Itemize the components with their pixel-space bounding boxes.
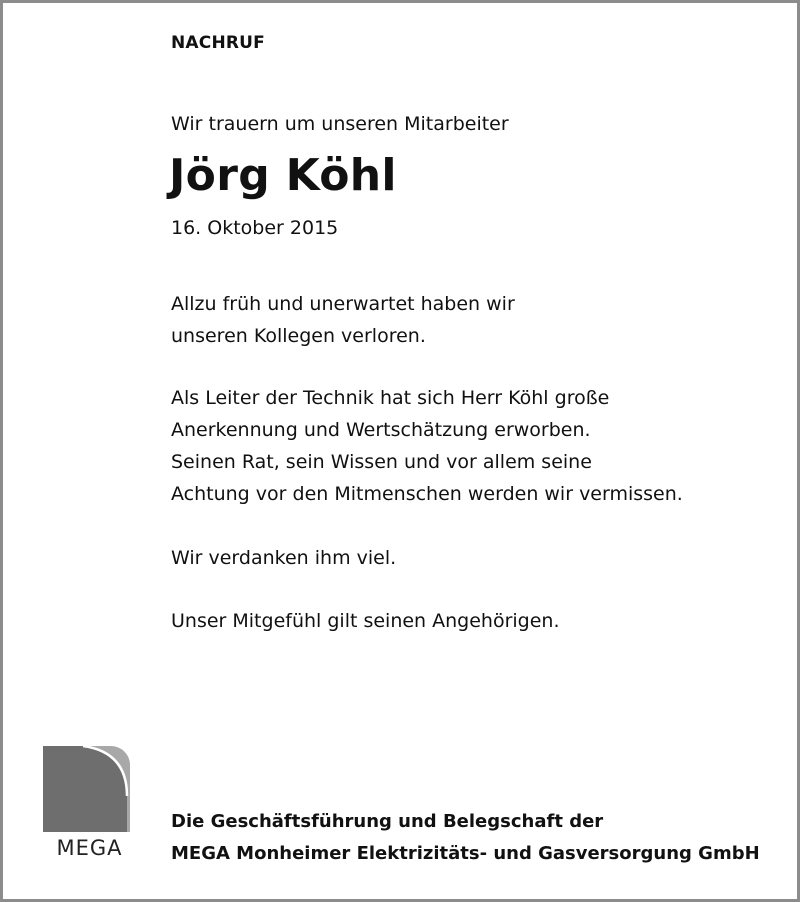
headline: NACHRUF <box>171 33 265 53</box>
paragraph-line: Achtung vor den Mitmenschen werden wir vermissen. <box>171 483 683 505</box>
paragraph-line: Anerkennung und Wertschätzung erworben. <box>171 419 591 441</box>
paragraph-line: Seinen Rat, sein Wissen und vor allem seine <box>171 451 592 473</box>
paragraph-2 <box>171 382 683 510</box>
mega-logo <box>43 746 136 858</box>
signature-block <box>171 806 760 870</box>
intro-line: Wir trauern um unseren Mitarbeiter <box>171 113 509 135</box>
paragraph-3 <box>171 542 396 574</box>
paragraph-line: Als Leiter der Technik hat sich Herr Köhl große <box>171 387 610 409</box>
paragraph-line: Allzu früh und unerwartet haben wir <box>171 293 515 315</box>
paragraph-1 <box>171 288 515 352</box>
paragraph-line: unseren Kollegen verloren. <box>171 325 426 347</box>
signature-line: MEGA Monheimer Elektrizitäts- und Gasversorgung GmbH <box>171 843 760 864</box>
mega-logo-mark-icon <box>43 746 136 834</box>
paragraph-line: Unser Mitgefühl gilt seinen Angehörigen. <box>171 610 560 632</box>
signature-line: Die Geschäftsführung und Belegschaft der <box>171 811 604 832</box>
date-of-death: 16. Oktober 2015 <box>171 217 339 239</box>
deceased-name: Jörg Köhl <box>169 150 397 201</box>
paragraph-line: Wir verdanken ihm viel. <box>171 547 397 569</box>
mega-logo-text: MEGA <box>56 836 123 860</box>
paragraph-4 <box>171 605 560 637</box>
